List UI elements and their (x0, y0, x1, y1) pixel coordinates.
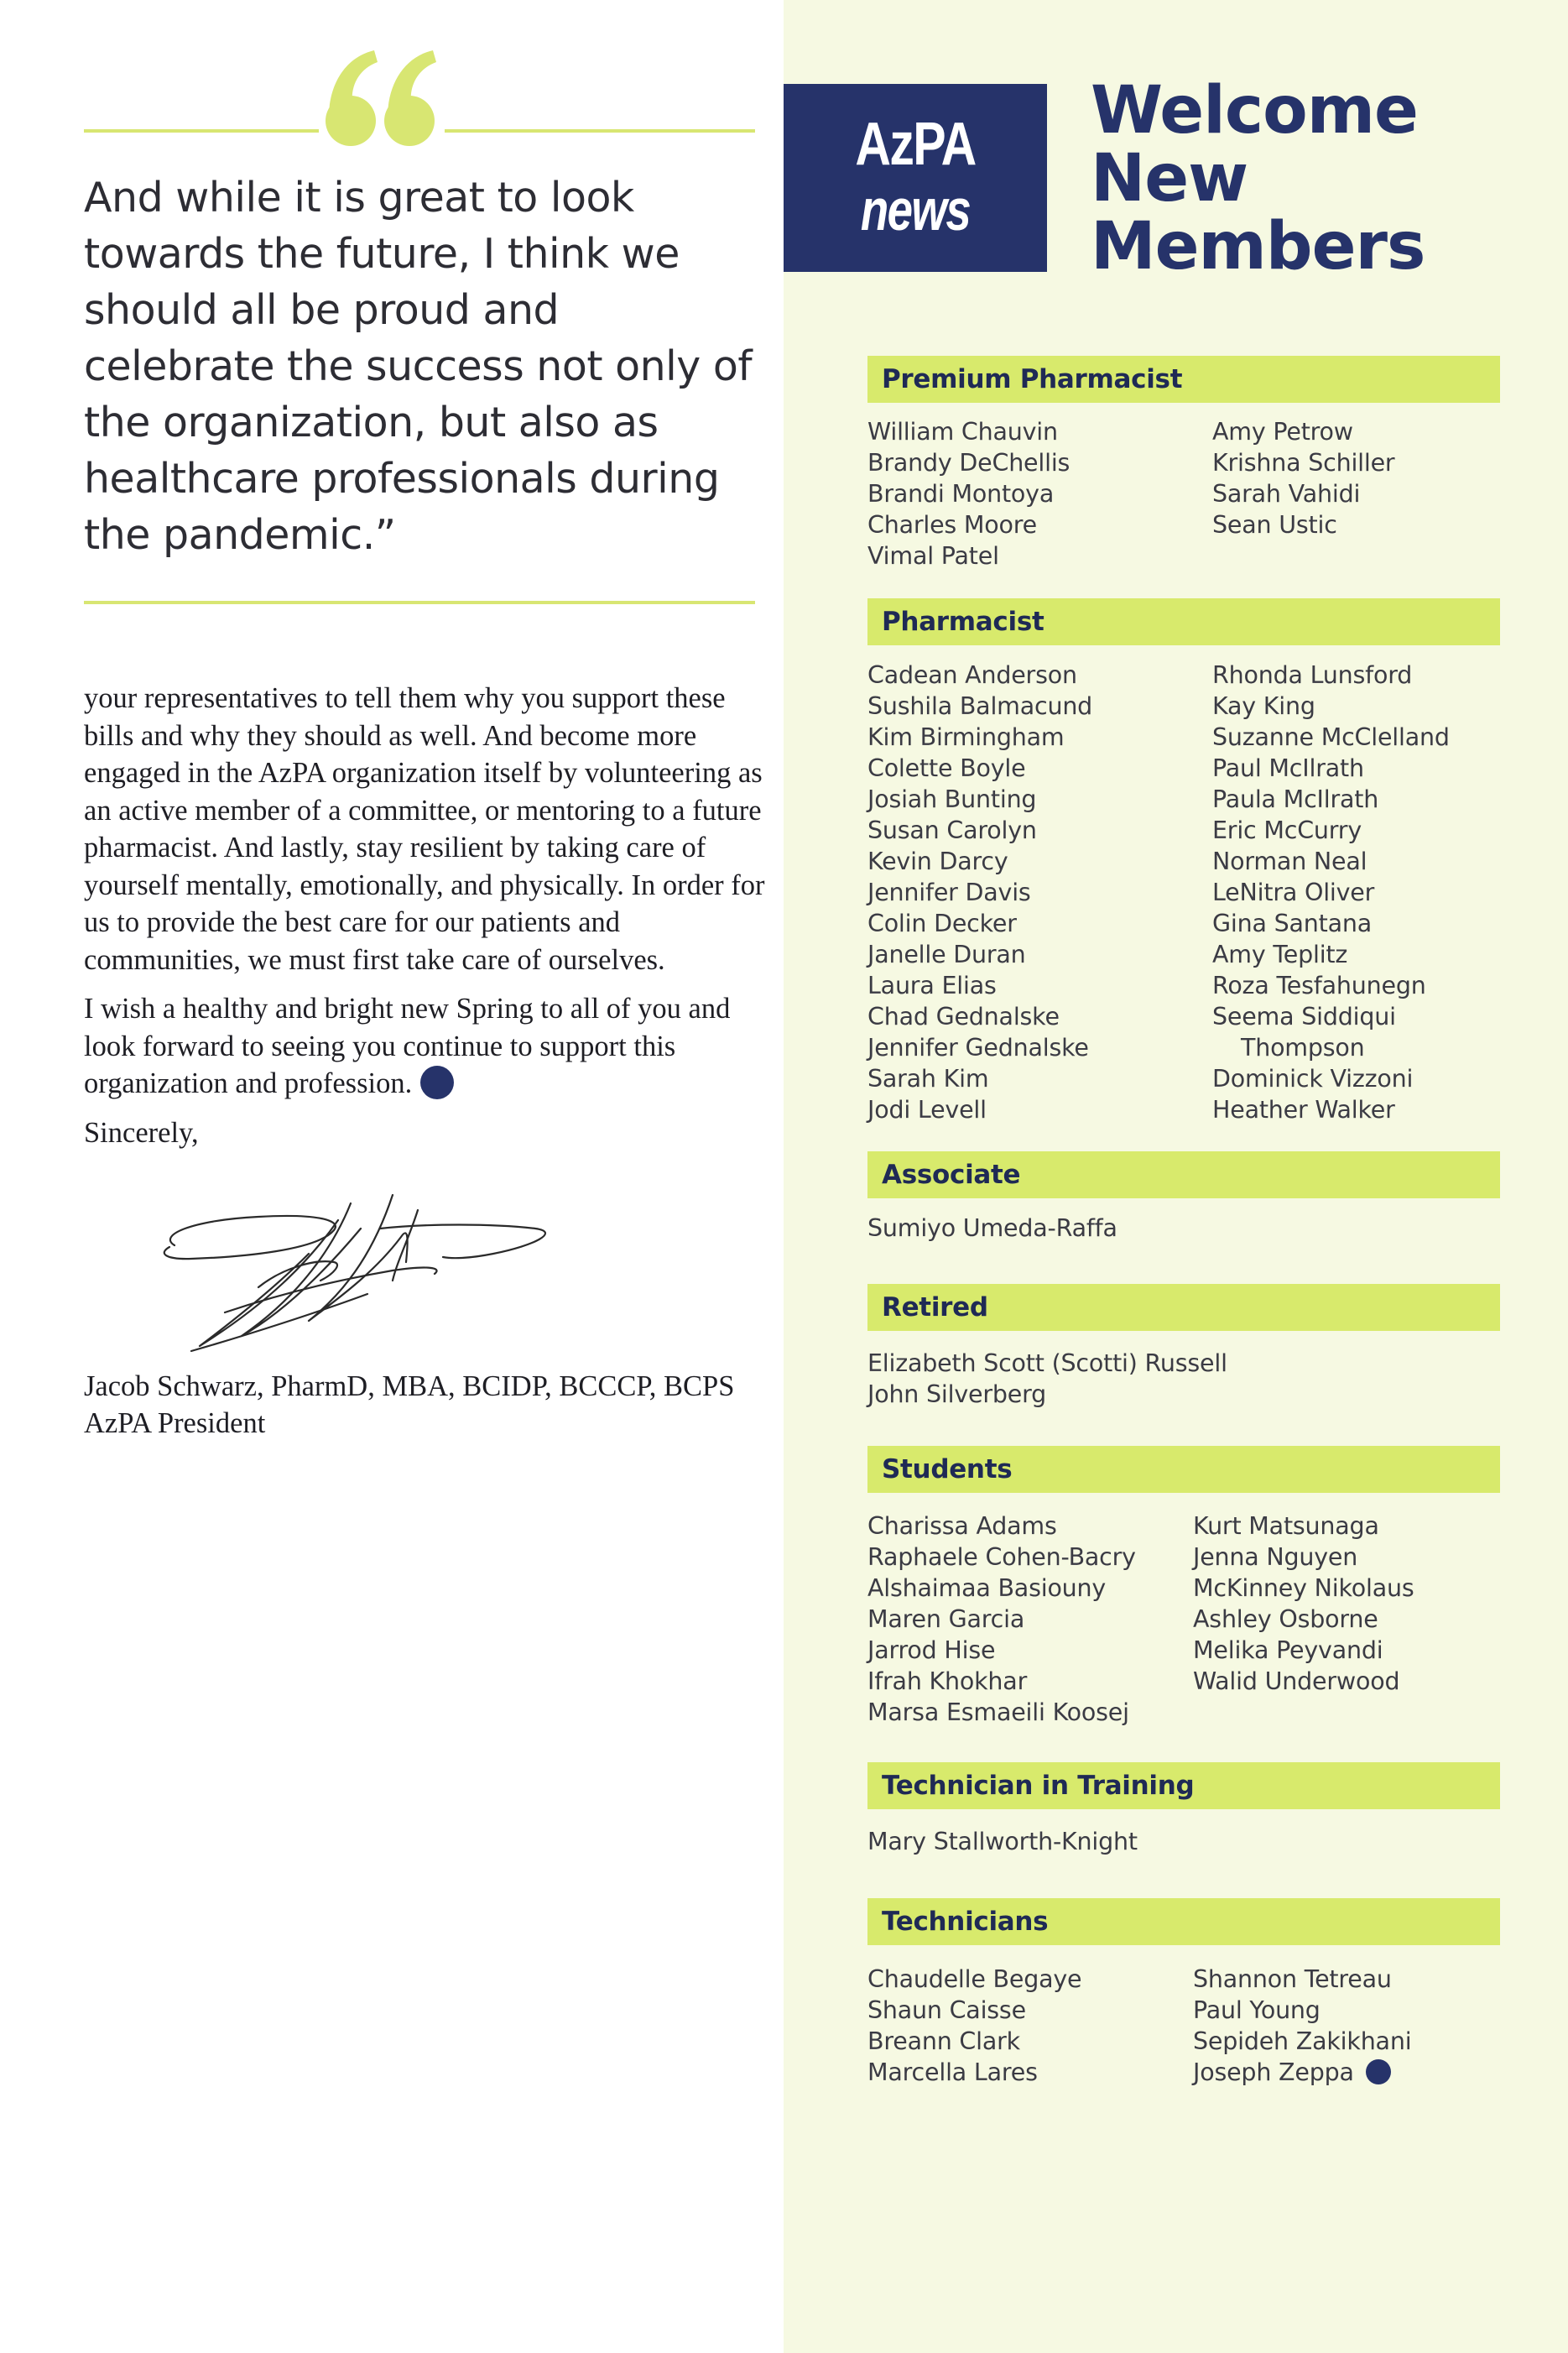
list-item: Sepideh Zakikhani (1193, 2027, 1412, 2055)
list-item: Ashley Osborne (1193, 1605, 1378, 1633)
premium-pharmacist-list-col2 (1212, 416, 1394, 540)
list-item: McKinney Nikolaus (1193, 1574, 1414, 1602)
list-item: Paul McIlrath (1212, 754, 1364, 782)
pharmacist-list-col1 (867, 660, 1092, 1125)
list-item: Jodi Levell (867, 1096, 987, 1124)
list-item: Heather Walker (1212, 1096, 1395, 1124)
list-item: Breann Clark (867, 2027, 1020, 2055)
premium-pharmacist-list-col1 (867, 416, 1070, 571)
technicians-list-col1 (867, 1964, 1081, 2088)
list-item: Kevin Darcy (867, 848, 1008, 875)
list-item: Rhonda Lunsford (1212, 661, 1413, 689)
list-item: Thompson (1241, 1034, 1365, 1062)
list-item: Laura Elias (867, 972, 997, 999)
end-mark-dot-icon (1366, 2059, 1391, 2084)
section-header-students (867, 1446, 1500, 1493)
list-item: Sarah Vahidi (1212, 480, 1361, 508)
end-mark-dot-icon (420, 1066, 454, 1099)
list-item: Kim Birmingham (867, 723, 1065, 751)
list-item: Raphaele Cohen-Bacry (867, 1543, 1136, 1571)
quote-rule-bottom (84, 601, 755, 604)
list-item: Jarrod Hise (867, 1636, 996, 1664)
list-item: Suzanne McClelland (1212, 723, 1450, 751)
technicians-list-col2 (1193, 1964, 1411, 2088)
azpa-news-logo (784, 84, 1047, 272)
list-item (1193, 2057, 1411, 2088)
section-header-associate (867, 1151, 1500, 1198)
list-item: Sumiyo Umeda-Raffa (867, 1214, 1117, 1242)
list-item: Sarah Kim (867, 1065, 989, 1093)
section-header-premium-pharmacist (867, 356, 1500, 403)
section-title: Students (882, 1454, 1013, 1484)
list-item: Norman Neal (1212, 848, 1367, 875)
list-item: Kay King (1212, 692, 1315, 720)
list-item: Eric McCurry (1212, 817, 1362, 844)
list-item: Chaudelle Begaye (867, 1965, 1082, 1993)
list-item: Colette Boyle (867, 754, 1026, 782)
list-item: Paul Young (1193, 1996, 1321, 2024)
list-item: Jennifer Gednalske (867, 1034, 1089, 1062)
list-item: Mary Stallworth-Knight (867, 1828, 1138, 1855)
section-title: Technician in Training (882, 1771, 1195, 1801)
pull-quote-text: And while it is great to look towards the future, I think we should all be proud and celebrate the success not only of the organization, but also as healthcare professionals during the pandemic.” (84, 174, 753, 559)
section-title: Technicians (882, 1907, 1049, 1937)
logo-news-text: news (860, 177, 971, 243)
section-title: Associate (882, 1160, 1021, 1190)
list-item: Ifrah Khokhar (867, 1667, 1028, 1695)
technician-in-training-list (867, 1826, 1138, 1857)
pharmacist-list-col2 (1212, 660, 1450, 1125)
students-list-col2 (1193, 1510, 1414, 1697)
list-item: Melika Peyvandi (1193, 1636, 1383, 1664)
list-item: Kurt Matsunaga (1193, 1512, 1379, 1540)
list-item: Charissa Adams (867, 1512, 1057, 1540)
quote-mark-icon (319, 44, 445, 161)
list-item: Seema Siddiqui (1212, 1003, 1396, 1030)
list-item: Walid Underwood (1193, 1667, 1400, 1695)
associate-list (867, 1213, 1117, 1244)
list-item: Sean Ustic (1212, 511, 1337, 539)
page-heading (1091, 73, 1544, 284)
retired-list (867, 1348, 1227, 1410)
letter-paragraph-2-text: I wish a healthy and bright new Spring to all of you and look forward to seeing you continue to support this organization and profession. (84, 993, 731, 1099)
letter-closing: Sincerely, (84, 1116, 199, 1149)
list-item: Krishna Schiller (1212, 449, 1395, 477)
list-item: Elizabeth Scott (Scotti) Russell (867, 1349, 1227, 1377)
section-header-technician-in-training (867, 1762, 1500, 1809)
list-item: Susan Carolyn (867, 817, 1037, 844)
list-item: LeNitra Oliver (1212, 879, 1375, 906)
list-item: Jenna Nguyen (1193, 1543, 1358, 1571)
list-item: Alshaimaa Basiouny (867, 1574, 1107, 1602)
list-item: John Silverberg (867, 1380, 1047, 1408)
section-header-pharmacist (867, 598, 1500, 645)
students-list-col1 (867, 1510, 1136, 1728)
list-item: Shaun Caisse (867, 1996, 1026, 2024)
list-item: Paula McIlrath (1212, 785, 1379, 813)
list-item: Sushila Balmacund (867, 692, 1093, 720)
list-item: Shannon Tetreau (1193, 1965, 1392, 1993)
signer-title: AzPA President (84, 1407, 266, 1439)
list-item: Charles Moore (867, 511, 1037, 539)
letter-body (84, 680, 780, 1163)
list-item: Amy Petrow (1212, 418, 1353, 446)
list-item: Colin Decker (867, 910, 1017, 937)
section-title: Premium Pharmacist (882, 364, 1183, 394)
list-item: Roza Tesfahunegn (1212, 972, 1426, 999)
signer-block (84, 1368, 780, 1442)
list-item: Gina Santana (1212, 910, 1372, 937)
list-item: Marcella Lares (867, 2058, 1038, 2086)
signer-name: Jacob Schwarz, PharmD, MBA, BCIDP, BCCCP, BCPS (84, 1370, 735, 1402)
signature-image (141, 1187, 594, 1363)
list-item: Janelle Duran (867, 941, 1026, 968)
section-header-retired (867, 1284, 1500, 1331)
list-item: William Chauvin (867, 418, 1058, 446)
heading-line-3: Members (1091, 209, 1425, 284)
section-title: Retired (882, 1292, 988, 1323)
heading-line-1: Welcome (1091, 73, 1418, 149)
list-item: Amy Teplitz (1212, 941, 1348, 968)
list-item: Jennifer Davis (867, 879, 1031, 906)
list-item: Josiah Bunting (867, 785, 1037, 813)
list-item: Brandi Montoya (867, 480, 1055, 508)
list-item: Vimal Patel (867, 542, 999, 570)
list-item: Marsa Esmaeili Koosej (867, 1698, 1129, 1726)
section-header-technicians (867, 1898, 1500, 1945)
list-item: Brandy DeChellis (867, 449, 1071, 477)
logo-azpa-text: AzPA (855, 111, 976, 178)
list-item: Chad Gednalske (867, 1003, 1060, 1030)
letter-paragraph-1: your representatives to tell them why you support these bills and why they should as well. And become more engaged in the AzPA organization itself by volunteering as an active member of a committee, or mentoring to a future pharmacist. And lastly, stay resilient by taking care of yourself mentally, emotionally, and physically. In order for us to provide the best care for our patients and communities, we must first take care of ourselves. (84, 682, 765, 976)
list-item: Maren Garcia (867, 1605, 1025, 1633)
letter-paragraph-2 (84, 990, 780, 1103)
list-item-text: Joseph Zeppa (1193, 2058, 1354, 2086)
list-item: Cadean Anderson (867, 661, 1077, 689)
list-item: Dominick Vizzoni (1212, 1065, 1414, 1093)
heading-line-2: New (1091, 141, 1248, 217)
section-title: Pharmacist (882, 607, 1044, 637)
